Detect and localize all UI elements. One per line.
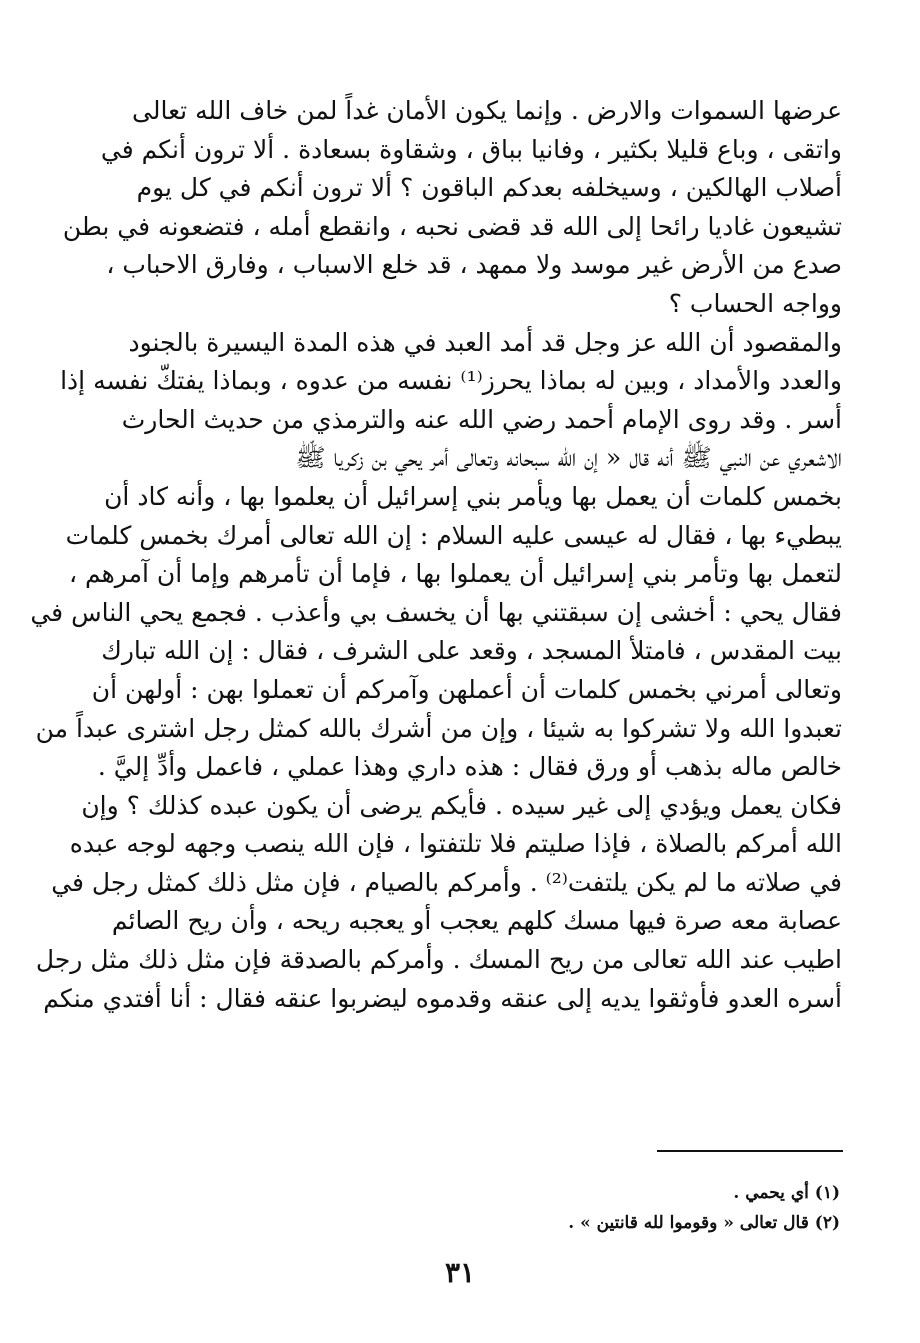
body-line: في صلاته ما لم يكن يلتفت⁽²⁾ . وأمركم بالصيام ، فإن مثل ذلك كمثل رجل في: [51, 867, 842, 897]
body-line: وواجه الحساب ؟: [668, 288, 842, 318]
footnotes: [118, 1178, 840, 1238]
body-line: فقال يحي : أخشى إن سبقتني بها أن يخسف بي وأعذب . فجمع يحي الناس في: [30, 597, 842, 627]
footnote-divider: [657, 1150, 843, 1152]
body-text: [30, 92, 842, 1018]
body-line: لتعمل بها وتأمر بني إسرائيل أن يعملوا بها ، فإما أن تأمرهم وإما أن آمرهم ،: [68, 559, 842, 589]
body-line: تعبدوا الله ولا تشركوا به شيئا ، وإن من أشرك بالله كمثل رجل اشترى عبداً من: [35, 713, 842, 743]
body-line: أسره العدو فأوثقوا يديه إلى عنقه وقدموه ليضربوا عنقه فقال : أنا أفتدي منكم: [43, 983, 842, 1013]
body-line: عرضها السموات والارض . وإنما يكون الأمان غداً لمن خاف الله تعالى: [132, 96, 842, 125]
body-line: واتقى ، وباع قليلا بكثير ، وفانيا بباق ، وشقاوة بسعادة . ألا ترون أنكم في: [100, 134, 842, 164]
footnote-1: (١) أي يحمي .: [733, 1183, 840, 1203]
page-number: ٣١: [444, 1256, 476, 1289]
body-line: أسر . وقد روى الإمام أحمد رضي الله عنه والترمذي من حديث الحارث: [121, 404, 842, 434]
body-line: خالص ماله بذهب أو ورق فقال : هذه داري وهذا عملي ، فاعمل وأدِّ إليَّ .: [97, 752, 842, 782]
body-line: بيت المقدس ، فامتلأ المسجد ، وقعد على الشرف ، فقال : إن الله تبارك: [101, 636, 842, 666]
body-line: صدع من الأرض غير موسد ولا ممهد ، قد خلع الاسباب ، وفارق الاحباب ،: [106, 250, 842, 280]
body-line: يبطيء بها ، فقال له عيسى عليه السلام : إن الله تعالى أمرك بخمس كلمات: [65, 520, 842, 550]
body-line: بخمس كلمات أن يعمل بها ويأمر بني إسرائيل أن يعلموا بها ، وأنه كاد أن: [104, 481, 842, 511]
body-line: والمقصود أن الله عز وجل قد أمد العبد في هذه المدة اليسيرة بالجنود: [128, 327, 842, 357]
body-line: اطيب عند الله تعالى من ريح المسك . وأمركم بالصدقة فإن مثل ذلك مثل رجل: [35, 945, 842, 975]
body-line: الله أمركم بالصلاة ، فإذا صليتم فلا تلتفتوا ، فإن الله ينصب وجهه لوجه عبده: [69, 829, 842, 859]
body-line: أصلاب الهالكين ، وسيخلفه بعدكم الباقون ؟ ألا ترون أنكم في كل يوم: [136, 173, 842, 203]
body-line: وتعالى أمرني بخمس كلمات أن أعملهن وآمركم أن تعملوا بهن : أولهن أن: [91, 674, 842, 704]
body-line: فكان يعمل ويؤدي إلى غير سيده . فأيكم يرضى أن يكون عبده كذلك ؟ وإن: [81, 790, 842, 820]
footnote-2: (٢) قال تعالى « وقوموا لله قانتين » .: [568, 1213, 840, 1233]
body-line: عصابة معه صرة فيها مسك كلهم يعجب أو يعجبه ريحه ، وأن ريح الصائم: [111, 906, 842, 936]
body-line: تشيعون غاديا رائحا إلى الله قد قضى نحبه ، وانقطع أمله ، فتضعونه في بطن: [62, 211, 842, 241]
body-line: الاشعري عن النبي ﷺ أنه قال « إن الله سبحانه وتعالى أمر يحي بن زكريا ﷺ: [295, 443, 842, 473]
body-line: والعدد والأمداد ، وبين له بماذا يحرز⁽¹⁾ نفسه من عدوه ، وبماذا يفتكّ نفسه إذا: [60, 366, 842, 396]
